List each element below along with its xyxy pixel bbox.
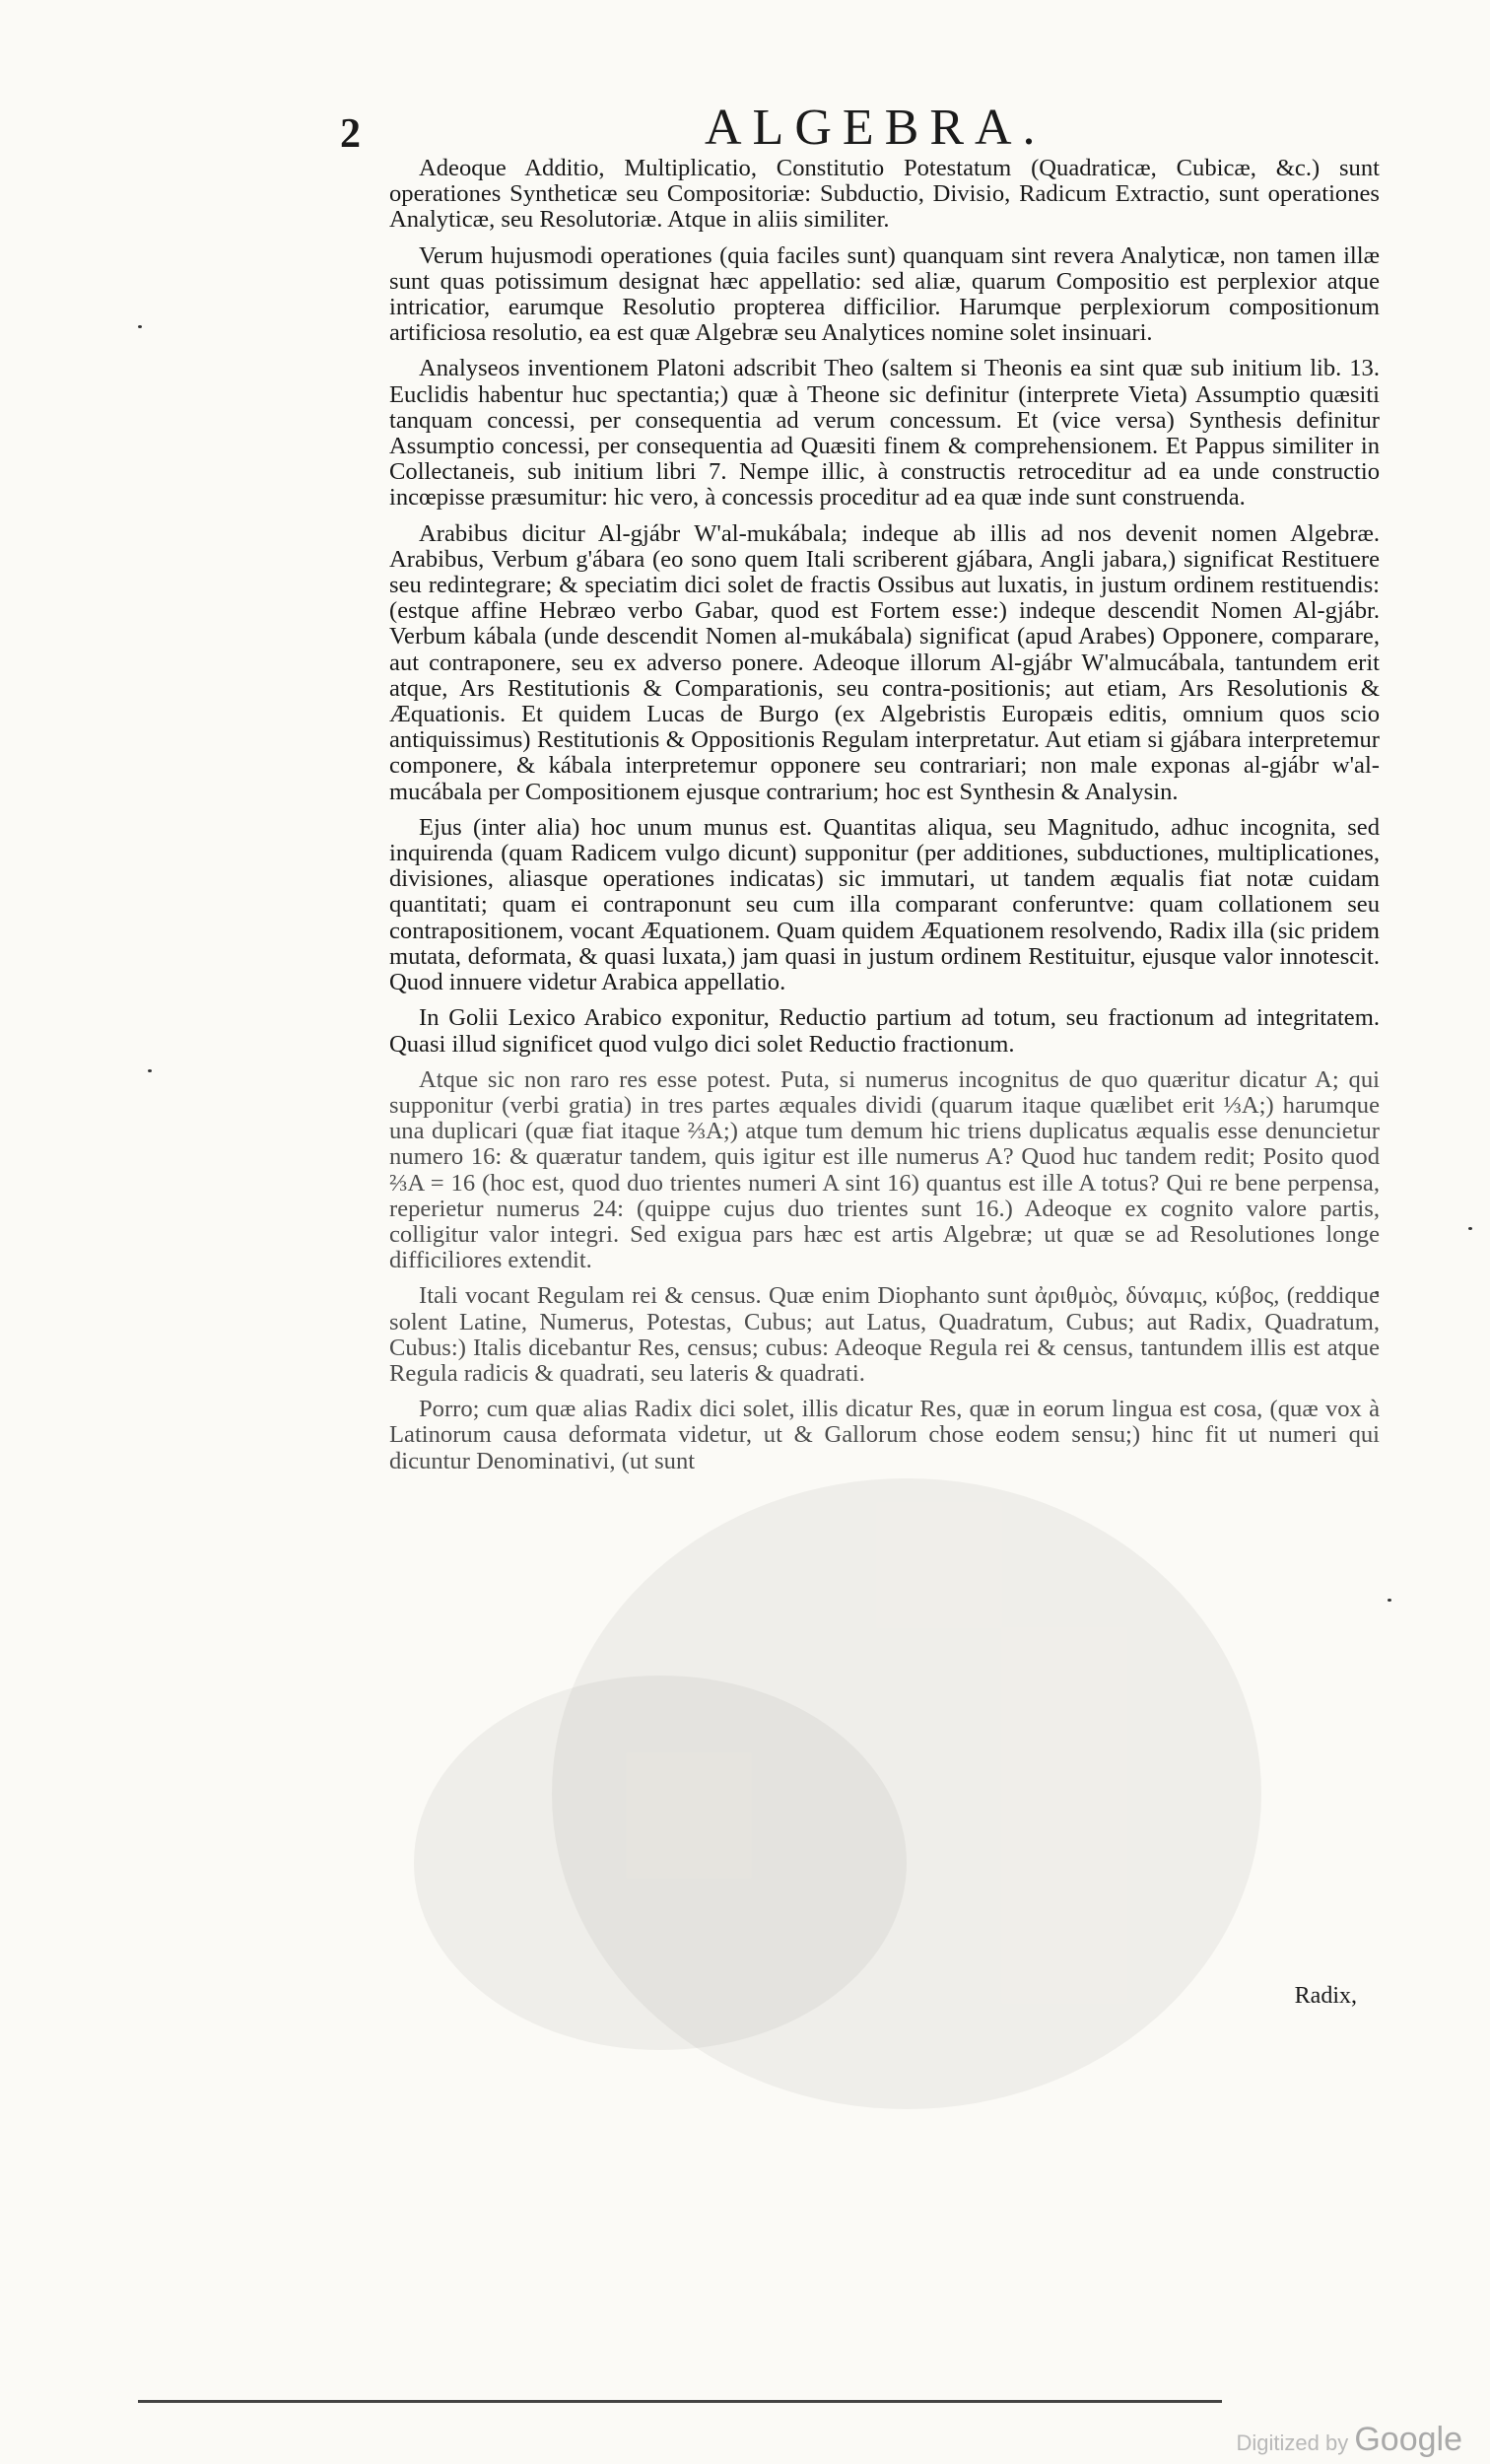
- paragraph: Itali vocant Regulam rei & census. Quæ enim Diophanto sunt ἀριθμὸς, δύναμις, κύβος, (reddique solent Latine, Numerus, Potestas, Cubus; aut Latus, Quadratum, Cubus; aut Radix, Quadratum, Cubus:) Italis dicebantur Res, census; cubus: Adeoque Regula rei & census, tantundem illis est atque Regula radicis & quadrati, seu lateris & quadrati.: [389, 1282, 1380, 1387]
- paragraph: Analyseos inventionem Platoni adscribit Theo (saltem si Theonis ea sint quæ sub initium lib. 13. Euclidis habentur huc spectantia;) quæ à Theone sic definitur (interprete Vieta) Assumptio quæsiti tanquam concessi, per consequentia ad verum concessum. Et (vice versa) Synthesis definitur Assumptio concessi, per consequentia ad Quæsiti finem & comprehensionem. Et Pappus similiter in Collectaneis, sub initium libri 7. Nempe illic, à constructis retroceditur ad ea unde constructio incœpisse præsumitur: hic vero, à concessis proceditur ad ea quæ inde sunt construenda.: [389, 355, 1380, 512]
- page-edge-rule: [138, 2400, 1222, 2403]
- paragraph: Verum hujusmodi operationes (quia faciles sunt) quanquam sint revera Analyticæ, non tamen illæ sunt quas potissimum designat hæc appellatio: sed aliæ, quarum Compositio est perplexior atque intricatior, earumque Resolutio propterea difficilior. Harumque perplexiorum compositionum artificiosa resolutio, ea est quæ Algebræ seu Analytices nomine solet insinuari.: [389, 241, 1380, 347]
- watermark-prefix: Digitized by: [1236, 2430, 1349, 2455]
- catchword: Radix,: [1294, 1983, 1357, 2009]
- ink-speck: [1468, 1227, 1472, 1230]
- ink-speck: [138, 325, 142, 328]
- paragraph: Ejus (inter alia) hoc unum munus est. Quantitas aliqua, seu Magnitudo, adhuc incognita, sed inquirenda (quam Radicem vulgo dicunt) supponitur (per additiones, subductiones, multiplicationes, divisiones, aliasque operationes indicatas) sic immutari, ut tandem æqualis fiat notæ cuidam quantitati; quam ei contraponunt seu cum illa comparant conferuntve: quam collationem seu contrapositionem, vocant Æquationem. Quam quidem Æquationem resolvendo, Radix illa (sic pridem mutata, deformata, & quasi luxata,) jam quasi in justum ordinem Restituitur, ejusque valor innotescit. Quod innuere videtur Arabica appellatio.: [389, 813, 1380, 996]
- page-number: 2: [340, 111, 361, 157]
- running-title: ALGEBRA.: [705, 100, 1047, 156]
- paragraph: Adeoque Additio, Multiplicatio, Constitutio Potestatum (Quadraticæ, Cubicæ, &c.) sunt operationes Syntheticæ seu Compositoriæ: Subductio, Divisio, Radicum Extractio, sunt operationes Analyticæ, seu Resolutoriæ. Atque in aliis similiter.: [389, 155, 1380, 234]
- body-text: [389, 156, 1380, 1484]
- ink-speck: [148, 1069, 152, 1072]
- ink-speck: [1388, 1599, 1391, 1602]
- paper-stain: [552, 1478, 1261, 2109]
- watermark-brand: Google: [1354, 2421, 1462, 2458]
- paper-stain: [414, 1676, 907, 2050]
- paragraph: Atque sic non raro res esse potest. Puta, si numerus incognitus de quo quæritur dicatur A; qui supponitur (verbi gratia) in tres partes æquales dividi (quarum itaque quælibet erit ⅓A;) harumque una duplicari (quæ fiat itaque ⅔A;) atque tum demum hic triens duplicatus æqualis esse denuncietur numero 16: & quæratur tandem, quis igitur est ille numerus A? Quod huc tandem redit; Posito quod ⅔A = 16 (hoc est, quod duo trientes numeri A sint 16) quantus est ille A totus? Qui re bene perpensa, reperietur numerus 24: (quippe cujus duo trientes sunt 16.) Adeoque ex cognito valore partis, colligitur valor integri. Sed exigua pars hæc est artis Algebræ; ut quæ se ad Resolutiones longe difficiliores extendit.: [389, 1065, 1380, 1274]
- paragraph: In Golii Lexico Arabico exponitur, Reductio partium ad totum, seu fractionum ad integritatem. Quasi illud significet quod vulgo dici solet Reductio fractionum.: [389, 1004, 1380, 1058]
- paragraph: Porro; cum quæ alias Radix dici solet, illis dicatur Res, quæ in eorum lingua est cosa, (quæ vox à Latinorum causa deformata videtur, ut & Gallorum chose eodem sensu;) hinc fit ut numeri qui dicuntur Denominativi, (ut sunt: [389, 1396, 1380, 1474]
- paragraph: Arabibus dicitur Al-gjábr W'al-mukábala; indeque ab illis ad nos devenit nomen Algebræ. Arabibus, Verbum g'ábara (eo sono quem Itali scriberent gjábara, Angli jabara,) significat Restituere seu redintegrare; & speciatim dici solet de fractis Ossibus aut luxatis, in justum ordinem restituendis: (estque affine Hebræo verbo Gabar, quod est Fortem esse:) indeque descendit Nomen Al-gjábr. Verbum kábala (unde descendit Nomen al-mukábala) significat (apud Arabes) Opponere, comparare, aut contraponere, seu ex adverso ponere. Adeoque illorum Al-gjábr W'almucábala, tantundem erit atque, Ars Restitutionis & Comparationis, seu contra-positionis; aut etiam, Ars Resolutionis & Æquationis. Et quidem Lucas de Burgo (ex Algebristis Europæis editis, omnium quos scio antiquissimus) Restitutionis & Oppositionis Regulam interpretatur. Aut etiam si gjábara interpretemur componere, & kábala interpretemur opponere seu contrariari; non male exponas al-gjábr w'al-mucábala per Compositionem ejusque contrarium; hoc est Synthesin & Analysin.: [389, 519, 1380, 805]
- digitization-watermark: [1237, 2421, 1462, 2459]
